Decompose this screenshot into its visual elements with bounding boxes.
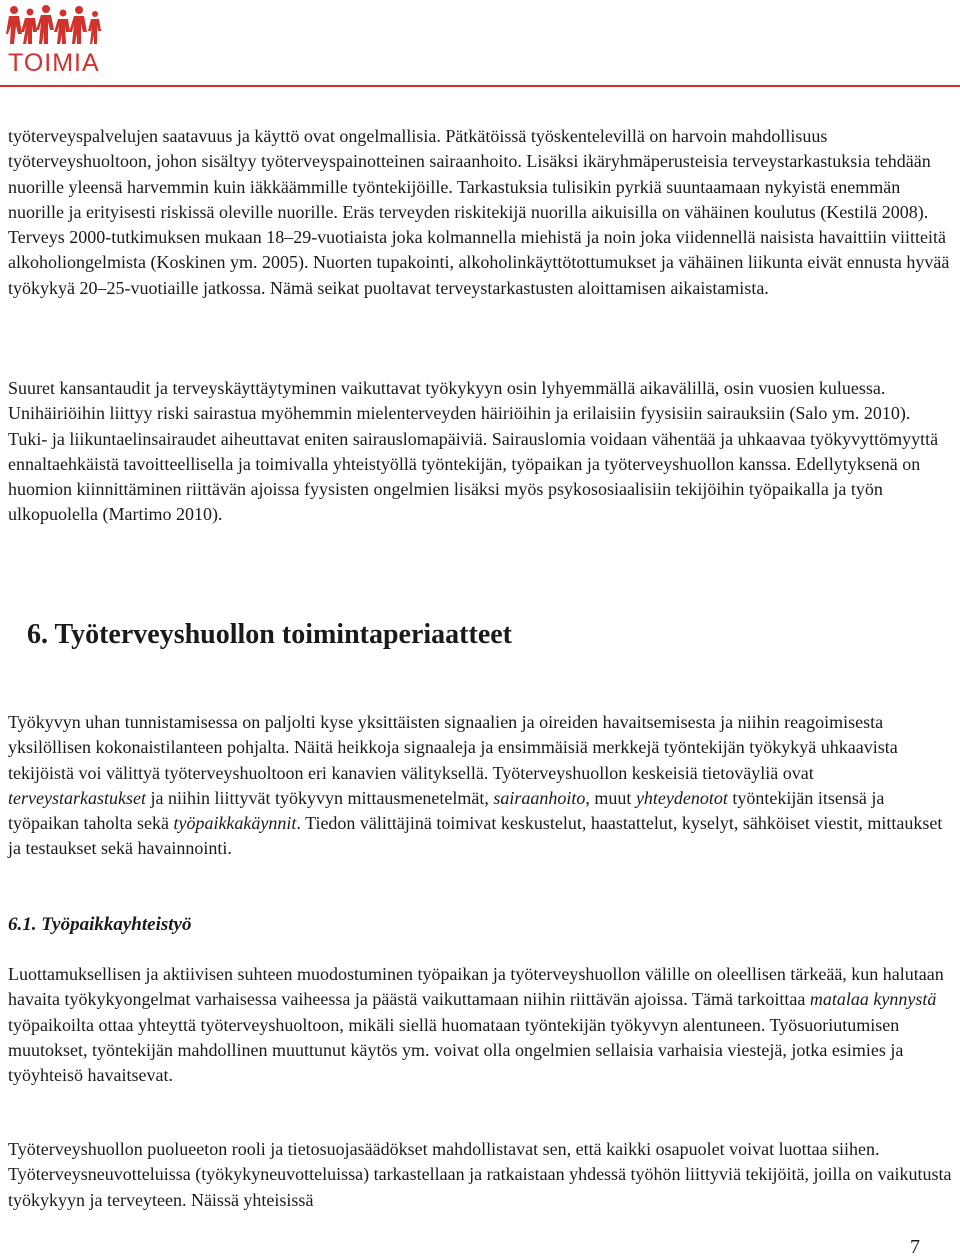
emphasis-text: matalaa kynnystä bbox=[809, 989, 937, 1010]
logo-text: TOIMIA bbox=[8, 49, 100, 77]
paragraph-workplace bbox=[8, 962, 953, 1088]
subsection-heading: 6.1. Työpaikkayhteistyö bbox=[8, 914, 192, 935]
emphasis-text: sairaanhoito bbox=[493, 787, 586, 808]
text-run: . Tiedon välittäjinä toimivat keskustelut, haastattelut, kyselyt, sähköiset viestit, mittaukset ja testaukset sekä havainnointi. bbox=[8, 813, 943, 859]
paragraph-neutral-role: Työterveyshuollon puolueeton rooli ja tietosuojasäädökset mahdollistavat sen, että kaikki osapuolet voivat luottaa siihen. Työterveysneuvotteluissa (työkykyneuvotteluissa) tarkastellaan ja ratkaistaan yhdessä työhön liittyviä tekijöitä, joilla on vaikutusta työkykyyn ja terveyteen. Näissä yhteisissä bbox=[8, 1139, 952, 1210]
paragraph-signals bbox=[8, 710, 953, 862]
text-run: Luottamuksellisen ja aktiivisen suhteen muodostuminen työpaikan ja työterveyshuollon välille on oleellisen tärkeää, kun halutaan havaita työkykyongelmat varhaisessa vaiheessa ja päästä vaikuttamaan niihin riittävän ajoissa. Tämä tarkoittaa bbox=[8, 964, 944, 1010]
page-header bbox=[0, 0, 960, 90]
section-heading: 6. Työterveyshuollon toimintaperiaatteet bbox=[27, 619, 513, 650]
emphasis-text: terveystarkastukset bbox=[8, 787, 146, 808]
paragraph-diseases: Suuret kansantaudit ja terveyskäyttäytyminen vaikuttavat työkykyyn osin lyhyemmällä aikavälillä, osin vuosien kuluessa. Unihäiriöihin liittyy riski sairastua myöhemmin mielenterveyden häiriöihin ja erilaisiin fyysisiin sairauksiin (Salo ym. 2010). Tuki- ja liikuntaelinsairaudet aiheuttavat eniten sairauslomapäiviä. Sairauslomia voidaan vähentää ja uhkaavaa työkyvyttömyyttä ennaltaehkäistä tavoitteellisella ja toimivalla yhteistyöllä työntekijän, työpaikan ja työterveyshuollon kanssa. Edellytyksenä on huomion kiinnittäminen riittävän ajoissa fyysisten ongelmien lisäksi myös psykososiaalisiin tekijöihin työpaikalla ja työn ulkopuolella (Martimo 2010). bbox=[8, 378, 939, 525]
text-run: , muut bbox=[585, 787, 636, 808]
page-number: 7 bbox=[910, 1236, 920, 1258]
text-run: Työkyvyn uhan tunnistamisessa on paljolti kyse yksittäisten signaalien ja oireiden havaitsemisesta ja niihin reagoimisesta yksilöllisen kokonaistilanteen pohjalta. Näitä heikkoja signaaleja ja ensimmäisiä merkkejä työntekijän työkykyä uhkaavista tekijöistä voi välittyä työterveyshuoltoon eri kanavien välityksellä. Työterveyshuollon keskeisiä tietoväyliä ovat bbox=[8, 712, 898, 783]
emphasis-text: yhteydenotot bbox=[635, 787, 728, 808]
header-divider bbox=[0, 85, 960, 87]
emphasis-text: työpaikkakäynnit bbox=[173, 813, 297, 834]
text-run: ja niihin liittyvät työkyvyn mittausmenetelmät, bbox=[145, 787, 494, 808]
text-run: työntekijän itsensä ja työpaikan taholta sekä bbox=[8, 787, 885, 834]
paragraph-intro: työterveyspalvelujen saatavuus ja käyttö ovat ongelmallisia. Pätkätöissä työskentelevillä on harvoin mahdollisuus työterveyshuoltoon, johon sisältyy työterveyspainotteinen sairaanhoito. Lisäksi ikäryhmäperusteisia terveystarkastuksia tehdään nuorille yleensä harvemmin kuin iäkkäämmille työntekijöille. Tarkastuksia tulisikin pyrkiä suuntaamaan nykyistä enemmän nuorille ja erityisesti riskissä oleville nuorille. Eräs terveyden riskitekijä nuorilla aikuisilla on vähäinen koulutus (Kestilä 2008). Terveys 2000-tutkimuksen mukaan 18–29-vuotiaista joka kolmannella miehistä ja noin joka viidennellä naisista havaittiin viitteitä alkoholiongelmista (Koskinen ym. 2005). Nuorten tupakointi, alkoholinkäyttötottumukset ja vähäinen liikunta eivät ennusta hyvää työkykyä 20–25-vuotiaille jatkossa. Nämä seikat puoltavat terveystarkastusten aloittamisen aikaistamista. bbox=[8, 126, 950, 298]
text-run: työpaikoilta ottaa yhteyttä työterveyshuoltoon, mikäli siellä huomataan työntekijän työkyvyn alentuneen. Työsuoriutumisen muutokset, työntekijän mahdollinen muuttunut käytös ym. voivat olla ongelmien sellaisia varhaisia viestejä, jotka esimies ja työyhteisö havaitsevat. bbox=[8, 1014, 904, 1086]
